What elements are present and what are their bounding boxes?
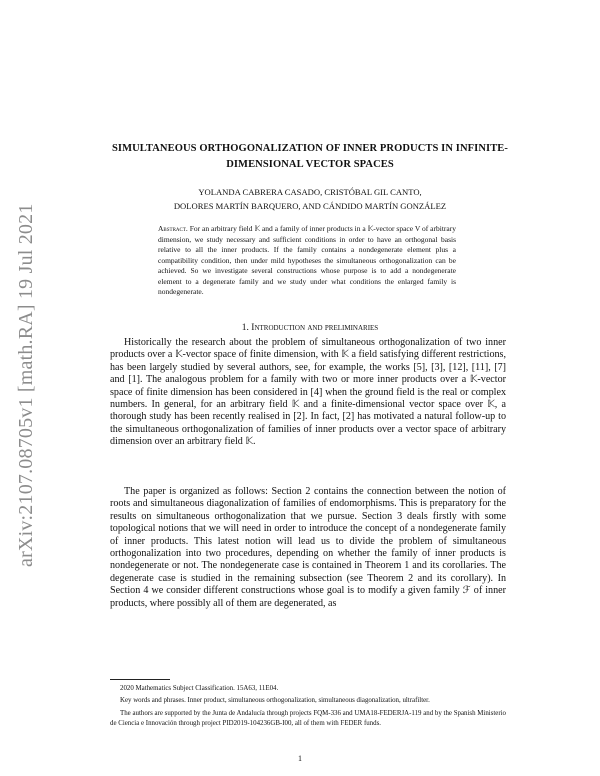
paper-title: SIMULTANEOUS ORTHOGONALIZATION OF INNER PRODUCTS IN INFINITE-DIMENSIONAL VECTOR SPACES: [111, 143, 509, 170]
footnotes: [110, 684, 506, 730]
footnote-divider: [110, 679, 170, 680]
footnote-funding: The authors are supported by the Junta de Andalucía through projects FQM-336 and UMA18-FEDERJA-119 and by the Spanish Ministerio de Ciencia e Innovación through project PID2019-104236GB-I00, all of them with FEDER funds.: [110, 709, 506, 728]
intro-paragraph-2: The paper is organized as follows: Section 2 contains the connection between the notion of roots and simultaneous diagonalization of families of endomorphisms. This is preparatory for the results on simultaneous orthogonalization that we pursue. Section 3 deals firstly with some topological notions that we will need in order to introduce the concept of a nondegenerate family of inner products. This latest notion will lead us to divide the problem of simultaneous orthogonalization into two procedures, depending on whether the family of inner products is nondegenerate or not. The nondegenerate case is contained in Theorem 1 and its corollaries. The degenerate case is studied in the remaining subsection (see Theorem 2 and its corollary). In Section 4 we consider different constructions whose goal is to modify a given family ℱ of inner products, where possibly all of them are degenerated, as: [110, 486, 506, 609]
abstract: [158, 224, 456, 298]
intro-paragraph-1: Historically the research about the problem of simultaneous orthogonalization of two inner products over a 𝕂-vector space of finite dimension, with 𝕂 a field satisfying different restrictions, has been largely studied by several authors, see, for example, the works [5], [3], [12], [11], [7] and [1]. The analogous problem for a family with two or more inner products over a 𝕂-vector space of finite dimension has been considered in [4] when the ground field is the real or complex numbers. In general, for an arbitrary field 𝕂 and a finite-dimensional vector space over 𝕂, a thorough study has been recently realised in [2]. In fact, [2] has motivated a natural follow-up to the simultaneous orthogonalization of families of inner products over a vector space of arbitrary dimension over an arbitrary field 𝕂.: [110, 337, 506, 448]
abstract-label: Abstract.: [158, 224, 188, 233]
author-line-2: DOLORES MARTÍN BARQUERO, AND CÁNDIDO MARTÍN GONZÁLEZ: [173, 200, 447, 211]
footnote-msc: 2020 Mathematics Subject Classification. 15A63, 11E04.: [120, 685, 279, 692]
author-line-1: YOLANDA CABRERA CASADO, CRISTÓBAL GIL CANTO,: [198, 187, 422, 197]
arxiv-identifier: arXiv:2107.08705v1 [math.RA] 19 Jul 2021: [15, 203, 37, 567]
section-heading: 1. Introduction and preliminaries: [241, 323, 379, 333]
page-number: 1: [298, 754, 302, 763]
footnote-keywords: Key words and phrases. Inner product, simultaneous orthogonalization, simultaneous diagonalization, ultrafilter.: [120, 697, 430, 705]
author-list: [110, 186, 510, 213]
abstract-text: For an arbitrary field 𝕂 and a family of inner products in a 𝕂-vector space V of arbitrary dimension, we study necessary and sufficient conditions in order to have an orthogonal basis relative to all the inner products. If the family contains a nondegenerate element plus a compatibility condition, then under mild hypotheses the simultaneous orthogonalization can be achieved. So we investigate several constructions whose purpose is to add a nondegenerate element to a degenerate family and we study under what conditions the enlarged family is nondegenerate.: [158, 224, 457, 296]
